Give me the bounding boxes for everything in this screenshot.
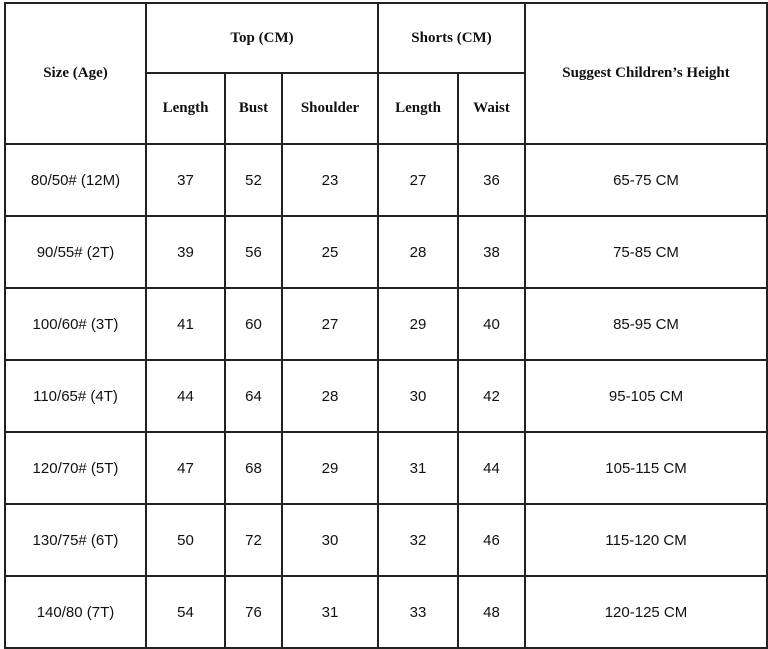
cell-bust: 52 [225, 144, 282, 216]
cell-size: 110/65# (4T) [5, 360, 146, 432]
cell-size: 140/80 (7T) [5, 576, 146, 648]
cell-size: 90/55# (2T) [5, 216, 146, 288]
size-chart-table [4, 2, 768, 649]
cell-height: 65-75 CM [525, 144, 767, 216]
cell-height: 120-125 CM [525, 576, 767, 648]
cell-bust: 64 [225, 360, 282, 432]
cell-bust: 76 [225, 576, 282, 648]
table-row [5, 144, 767, 216]
header-top: Top (CM) [146, 3, 378, 73]
header-shorts-length: Length [378, 73, 458, 144]
cell-top-length: 37 [146, 144, 225, 216]
header-row-groups [5, 3, 767, 73]
cell-top-length: 50 [146, 504, 225, 576]
cell-waist: 38 [458, 216, 525, 288]
cell-waist: 42 [458, 360, 525, 432]
cell-bust: 56 [225, 216, 282, 288]
cell-bust: 72 [225, 504, 282, 576]
cell-shoulder: 30 [282, 504, 378, 576]
cell-waist: 44 [458, 432, 525, 504]
cell-shoulder: 31 [282, 576, 378, 648]
cell-shorts-length: 33 [378, 576, 458, 648]
header-size: Size (Age) [5, 3, 146, 144]
cell-waist: 40 [458, 288, 525, 360]
cell-top-length: 47 [146, 432, 225, 504]
table-row [5, 216, 767, 288]
cell-shoulder: 23 [282, 144, 378, 216]
cell-shorts-length: 31 [378, 432, 458, 504]
cell-shorts-length: 29 [378, 288, 458, 360]
table-row [5, 576, 767, 648]
header-shorts-waist: Waist [458, 73, 525, 144]
header-top-bust: Bust [225, 73, 282, 144]
table-row [5, 432, 767, 504]
header-height: Suggest Children’s Height [525, 3, 767, 144]
cell-waist: 48 [458, 576, 525, 648]
table-row [5, 360, 767, 432]
table-row [5, 288, 767, 360]
cell-shorts-length: 28 [378, 216, 458, 288]
cell-height: 85-95 CM [525, 288, 767, 360]
cell-shoulder: 27 [282, 288, 378, 360]
cell-size: 130/75# (6T) [5, 504, 146, 576]
cell-shorts-length: 27 [378, 144, 458, 216]
header-top-length: Length [146, 73, 225, 144]
cell-shoulder: 25 [282, 216, 378, 288]
cell-bust: 68 [225, 432, 282, 504]
cell-bust: 60 [225, 288, 282, 360]
cell-size: 100/60# (3T) [5, 288, 146, 360]
cell-height: 75-85 CM [525, 216, 767, 288]
table-row [5, 504, 767, 576]
cell-top-length: 54 [146, 576, 225, 648]
cell-shoulder: 29 [282, 432, 378, 504]
cell-shoulder: 28 [282, 360, 378, 432]
cell-top-length: 41 [146, 288, 225, 360]
cell-shorts-length: 32 [378, 504, 458, 576]
cell-waist: 36 [458, 144, 525, 216]
header-shorts: Shorts (CM) [378, 3, 525, 73]
cell-waist: 46 [458, 504, 525, 576]
cell-top-length: 39 [146, 216, 225, 288]
cell-size: 80/50# (12M) [5, 144, 146, 216]
cell-top-length: 44 [146, 360, 225, 432]
cell-size: 120/70# (5T) [5, 432, 146, 504]
header-top-shoulder: Shoulder [282, 73, 378, 144]
cell-height: 105-115 CM [525, 432, 767, 504]
cell-height: 115-120 CM [525, 504, 767, 576]
cell-height: 95-105 CM [525, 360, 767, 432]
cell-shorts-length: 30 [378, 360, 458, 432]
